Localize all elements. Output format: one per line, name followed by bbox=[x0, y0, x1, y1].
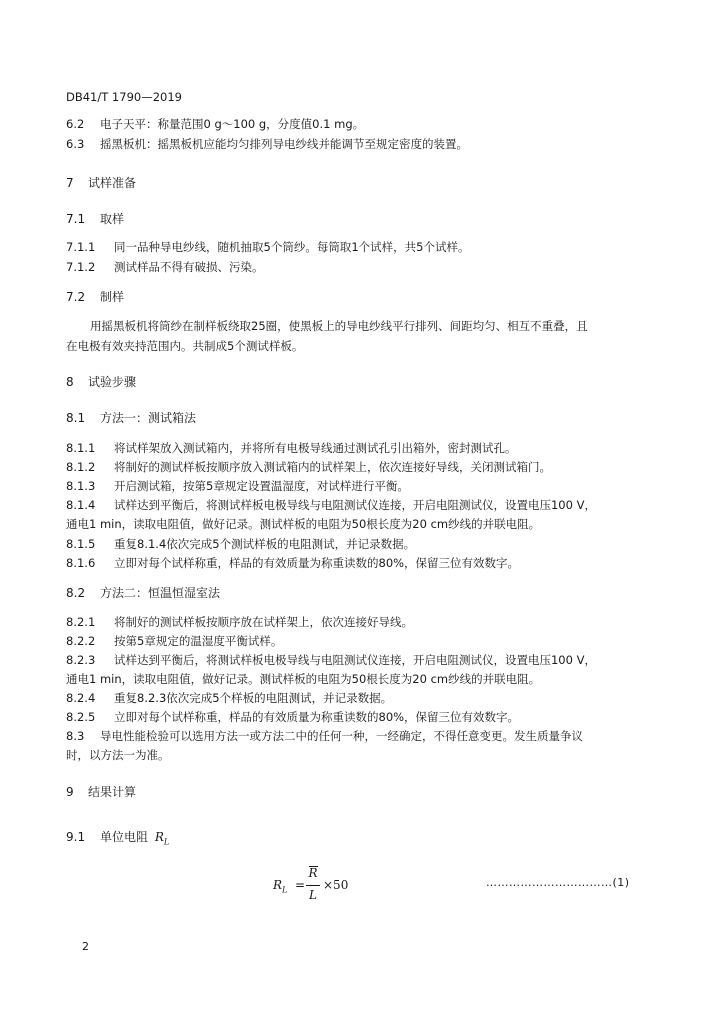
section-title: 试样准备 bbox=[88, 176, 137, 190]
section-heading-9 bbox=[66, 784, 658, 800]
clause-number: 8.2.1 bbox=[66, 615, 96, 629]
clause-number: 8.1.3 bbox=[66, 479, 96, 493]
clause-8-1-1 bbox=[66, 440, 658, 456]
section-title: 结果计算 bbox=[88, 785, 137, 799]
clause-number: 8.3 bbox=[66, 729, 85, 743]
section-number: 9.1 bbox=[66, 830, 86, 844]
section-title: 制样 bbox=[100, 290, 125, 304]
clause-8-1-4 bbox=[66, 497, 658, 513]
section-number: 8.2 bbox=[66, 586, 86, 600]
clause-continuation bbox=[66, 516, 658, 532]
clause-number: 8.1.4 bbox=[66, 498, 96, 512]
section-title: 方法一：测试箱法 bbox=[100, 411, 197, 425]
subsection-heading-9-1 bbox=[66, 829, 658, 850]
formula-number-leader bbox=[486, 876, 636, 890]
clause-number: 7.1.2 bbox=[66, 260, 96, 274]
clause-6-2 bbox=[66, 116, 658, 132]
clause-number: 8.2.5 bbox=[66, 710, 96, 724]
section-title: 试验步骤 bbox=[88, 375, 137, 389]
formula-lhs: $R_L$ bbox=[273, 878, 288, 895]
clause-text: 将制好的测试样板按顺序放入测试箱内的试样架上，依次连接好导线，关闭测试箱门。 bbox=[114, 460, 551, 474]
clause-text: 立即对每个试样称重，样品的有效质量为称重读数的80%，保留三位有效数字。 bbox=[114, 710, 520, 724]
clause-number: 8.1.5 bbox=[66, 537, 96, 551]
page-number: 2 bbox=[82, 940, 89, 953]
subsection-heading-8-2 bbox=[66, 585, 658, 601]
clause-8-2-2 bbox=[66, 633, 658, 649]
clause-text: 同一品种导电纱线，随机抽取5个筒纱。每筒取1个试样，共5个试样。 bbox=[114, 240, 470, 254]
clause-number: 8.1.6 bbox=[66, 556, 96, 570]
formula-denominator: L bbox=[309, 888, 317, 902]
clause-number: 8.2.3 bbox=[66, 653, 96, 667]
document-code-header bbox=[66, 89, 658, 105]
clause-number: 8.2.2 bbox=[66, 634, 96, 648]
formula-fraction-bar bbox=[306, 885, 320, 886]
clause-text: 测试样品不得有破损、污染。 bbox=[114, 260, 264, 274]
clause-8-1-5 bbox=[66, 536, 658, 552]
clause-text: 通电1 min，读取电阻值，做好记录。测试样板的电阻为50根长度为20 cm纱线的并联电阻。 bbox=[66, 517, 541, 531]
clause-text: 开启测试箱，按第5章规定设置温湿度，对试样进行平衡。 bbox=[114, 479, 409, 493]
formula-multiplier: ×50 bbox=[323, 878, 349, 892]
clause-text: 立即对每个试样称重，样品的有效质量为称重读数的80%，保留三位有效数字。 bbox=[114, 556, 520, 570]
paragraph-text: 在电极有效夹持范围内。共制成5个测试样板。 bbox=[66, 339, 304, 353]
clause-8-1-6 bbox=[66, 555, 658, 571]
clause-7-1-2 bbox=[66, 259, 658, 275]
clause-8-3 bbox=[66, 728, 658, 744]
formula-unit-resistance bbox=[273, 866, 363, 906]
clause-7-1-1 bbox=[66, 239, 658, 255]
clause-number: 8.1.1 bbox=[66, 441, 96, 455]
paragraph-line bbox=[66, 338, 658, 354]
clause-continuation bbox=[66, 671, 658, 687]
clause-8-1-2 bbox=[66, 459, 658, 475]
clause-text: 电子天平：称量范围0 g～100 g，分度值0.1 mg。 bbox=[100, 117, 365, 131]
leader-dots: …………………………… bbox=[486, 876, 613, 889]
formula-equals: = bbox=[295, 878, 306, 892]
section-number: 9 bbox=[66, 785, 74, 799]
clause-number: 6.2 bbox=[66, 117, 85, 131]
paragraph-text: 用摇黑板机将筒纱在制样板绕取25圈，使黑板上的导电纱线平行排列、间距均匀、相互不重叠，且 bbox=[90, 319, 588, 333]
clause-text: 摇黑板机：摇黑板机应能均匀排列导电纱线并能调节至规定密度的装置。 bbox=[100, 137, 468, 151]
section-number: 7.1 bbox=[66, 212, 86, 226]
clause-8-1-3 bbox=[66, 478, 658, 494]
clause-number: 6.3 bbox=[66, 137, 85, 151]
resistance-symbol: $R_L$ bbox=[154, 830, 170, 847]
subsection-heading-8-1 bbox=[66, 410, 658, 426]
clause-text: 时，以方法一为准。 bbox=[66, 748, 170, 762]
doc-code: DB41/T 1790—2019 bbox=[66, 90, 182, 104]
clause-text: 试样达到平衡后，将测试样板电极导线与电阻测试仪连接，开启电阻测试仪，设置电压100 V， bbox=[114, 653, 596, 667]
clause-8-2-4 bbox=[66, 690, 658, 706]
section-heading-7 bbox=[66, 175, 658, 191]
clause-number: 8.2.4 bbox=[66, 691, 96, 705]
clause-8-2-1 bbox=[66, 614, 658, 630]
formula-number: (1) bbox=[612, 876, 630, 889]
clause-text: 按第5章规定的温湿度平衡试样。 bbox=[114, 634, 283, 648]
clause-text: 将试样架放入测试箱内，并将所有电极导线通过测试孔引出箱外，密封测试孔。 bbox=[114, 441, 517, 455]
clause-text: 重复8.1.4依次完成5个测试样板的电阻测试，并记录数据。 bbox=[114, 537, 416, 551]
clause-8-2-5 bbox=[66, 709, 658, 725]
paragraph-line bbox=[90, 318, 658, 334]
section-number: 8 bbox=[66, 375, 74, 389]
clause-text: 将制好的测试样板按顺序放在试样架上，依次连接好导线。 bbox=[114, 615, 413, 629]
section-title: 取样 bbox=[100, 212, 125, 226]
clause-6-3 bbox=[66, 136, 658, 152]
formula-numerator: R bbox=[308, 866, 318, 880]
clause-8-2-3 bbox=[66, 652, 658, 668]
clause-number: 8.1.2 bbox=[66, 460, 96, 474]
section-number: 7.2 bbox=[66, 290, 86, 304]
clause-number: 7.1.1 bbox=[66, 240, 96, 254]
subsection-heading-7-2 bbox=[66, 289, 658, 305]
clause-text: 重复8.2.3依次完成5个样板的电阻测试，并记录数据。 bbox=[114, 691, 393, 705]
section-number: 8.1 bbox=[66, 411, 86, 425]
clause-continuation bbox=[66, 747, 658, 763]
section-heading-8 bbox=[66, 374, 658, 390]
subsection-heading-7-1 bbox=[66, 211, 658, 227]
clause-text: 通电1 min，读取电阻值，做好记录。测试样板的电阻为50根长度为20 cm纱线的并联电阻。 bbox=[66, 672, 541, 686]
section-title: 单位电阻 bbox=[100, 830, 149, 844]
section-title: 方法二：恒温恒湿室法 bbox=[100, 586, 221, 600]
section-number: 7 bbox=[66, 176, 74, 190]
clause-text: 导电性能检验可以选用方法一或方法二中的任何一种，一经确定，不得任意变更。发生质量争议 bbox=[100, 729, 583, 743]
clause-text: 试样达到平衡后，将测试样板电极导线与电阻测试仪连接，开启电阻测试仪，设置电压100 V， bbox=[114, 498, 596, 512]
